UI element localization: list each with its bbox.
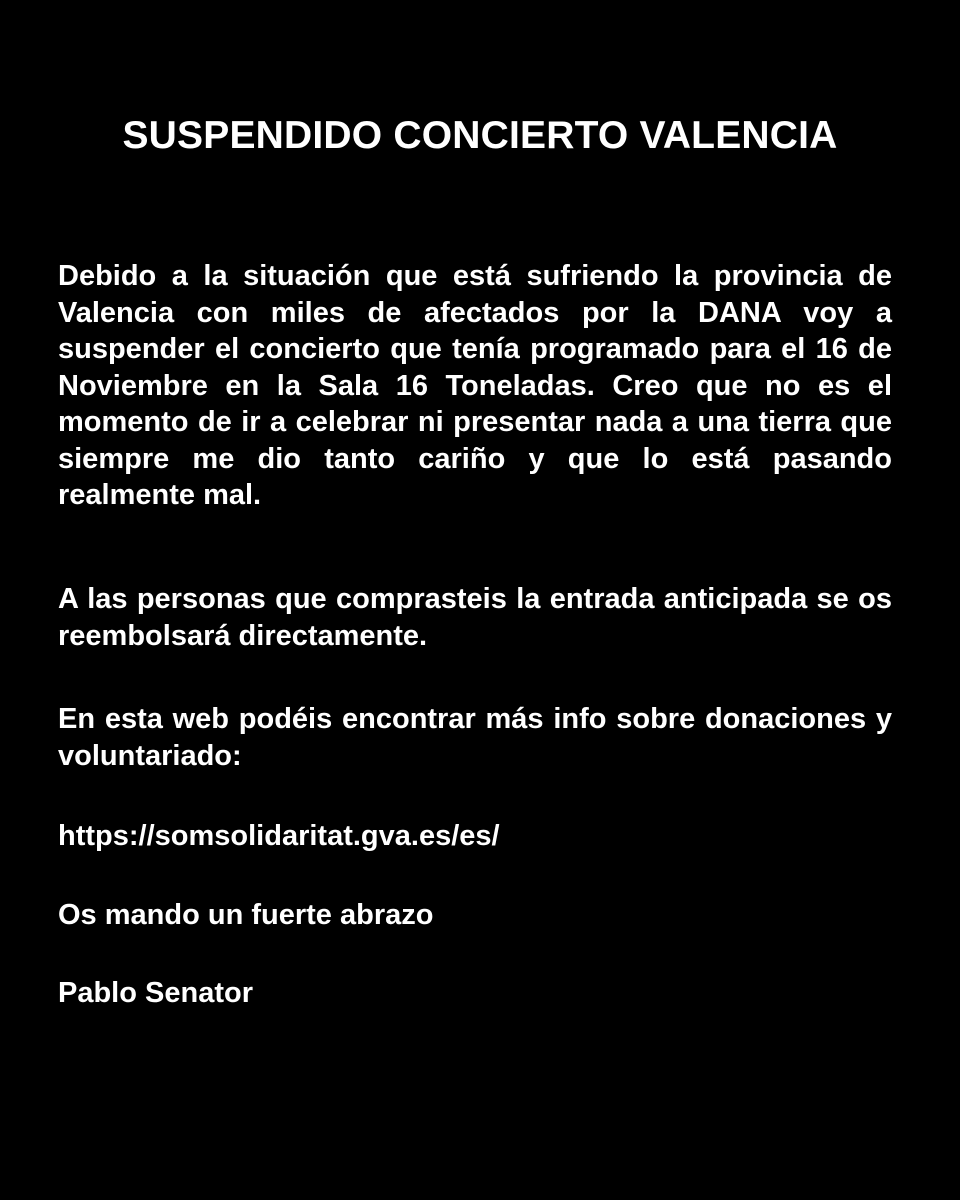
refund-paragraph: A las personas que comprasteis la entrada anticipada se os reembolsará directamente. xyxy=(58,583,892,652)
signature: Pablo Senator xyxy=(58,977,253,1009)
main-paragraph: Debido a la situación que está sufriendo la provincia de Valencia con miles de afectados por la DANA voy a suspender el concierto que tenía programado para el 16 de Noviembre en la Sala 16 Toneladas. Creo que no es el momento de ir a celebrar ni presentar nada a una tierra que siempre me dio tanto cariño y que lo está pasando realmente mal. xyxy=(58,260,892,511)
page-title: SUSPENDIDO CONCIERTO VALENCIA xyxy=(122,114,838,157)
info-paragraph: En esta web podéis encontrar más info sobre donaciones y voluntariado: xyxy=(58,703,892,772)
farewell-text: Os mando un fuerte abrazo xyxy=(58,899,434,931)
donation-url: https://somsolidaritat.gva.es/es/ xyxy=(58,820,500,852)
